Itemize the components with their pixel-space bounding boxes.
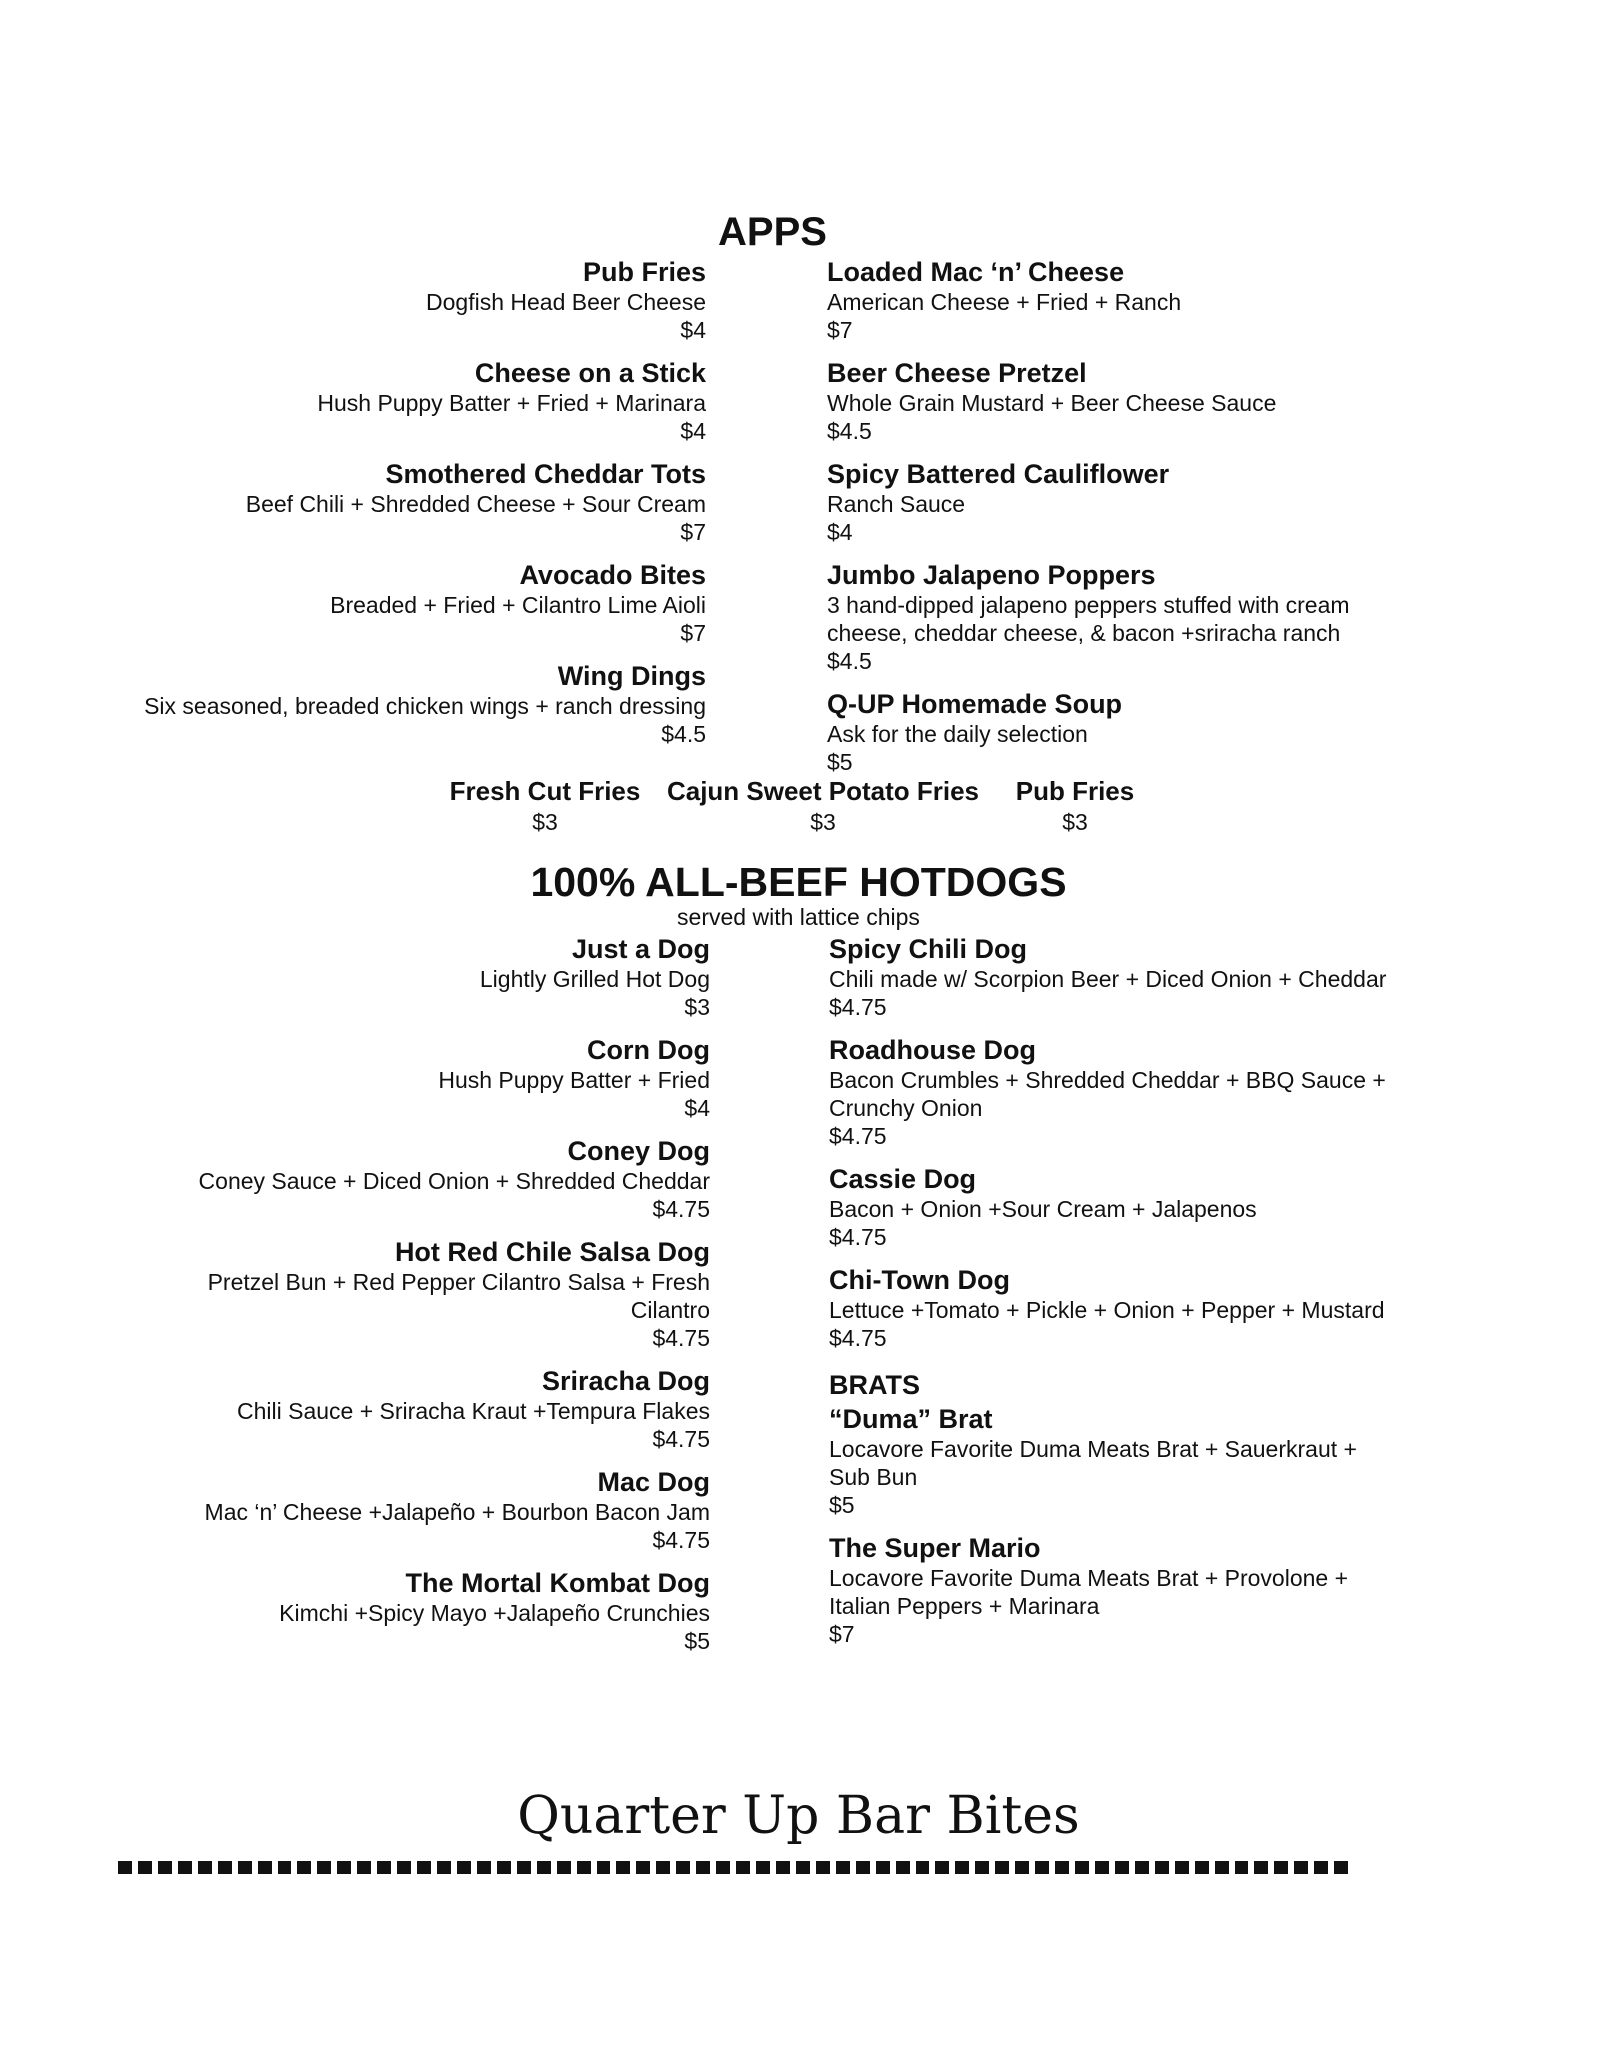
item-price: $7 bbox=[680, 519, 706, 545]
divider-square bbox=[158, 1861, 172, 1874]
menu-item bbox=[829, 1403, 1389, 1519]
menu-item bbox=[150, 1135, 710, 1223]
divider-square bbox=[118, 1861, 132, 1874]
menu-title: Quarter Up Bar Bites bbox=[517, 1786, 1080, 1846]
divider-square bbox=[238, 1861, 252, 1874]
side-name: Fresh Cut Fries bbox=[449, 776, 641, 806]
divider-square bbox=[1215, 1861, 1229, 1874]
item-name: Spicy Battered Cauliflower bbox=[827, 459, 1170, 489]
divider-square bbox=[597, 1861, 611, 1874]
item-price: $4.75 bbox=[829, 994, 887, 1020]
item-price: $3 bbox=[684, 994, 710, 1020]
item-description: Whole Grain Mustard + Beer Cheese Sauce bbox=[827, 390, 1277, 416]
menu-item bbox=[110, 256, 706, 344]
menu-item bbox=[829, 1034, 1429, 1150]
side-price: $3 bbox=[532, 809, 558, 835]
divider-square bbox=[716, 1861, 730, 1874]
item-name: Corn Dog bbox=[587, 1035, 710, 1065]
divider-square bbox=[916, 1861, 930, 1874]
menu-item bbox=[110, 357, 706, 445]
divider-square bbox=[537, 1861, 551, 1874]
side-price: $3 bbox=[1062, 809, 1088, 835]
item-price: $7 bbox=[829, 1621, 855, 1647]
divider-square bbox=[278, 1861, 292, 1874]
divider-square bbox=[1314, 1861, 1328, 1874]
divider-square bbox=[457, 1861, 471, 1874]
menu-item bbox=[110, 660, 706, 748]
item-description: Lettuce +Tomato + Pickle + Onion + Pepper + Mustard bbox=[829, 1297, 1385, 1323]
item-name: Smothered Cheddar Tots bbox=[385, 459, 706, 489]
item-description: Six seasoned, breaded chicken wings + ranch dressing bbox=[144, 693, 706, 719]
divider-square bbox=[1175, 1861, 1189, 1874]
apps-right-column bbox=[827, 256, 1387, 789]
item-description: Hush Puppy Batter + Fried + Marinara bbox=[317, 390, 706, 416]
divider-square bbox=[1294, 1861, 1308, 1874]
item-name: Avocado Bites bbox=[519, 560, 706, 590]
divider-square bbox=[756, 1861, 770, 1874]
divider-square bbox=[138, 1861, 152, 1874]
divider-square bbox=[995, 1861, 1009, 1874]
item-description: Bacon + Onion +Sour Cream + Jalapenos bbox=[829, 1196, 1257, 1222]
item-name: The Super Mario bbox=[829, 1533, 1041, 1563]
hotdogs-right-column bbox=[829, 933, 1429, 1365]
divider-square bbox=[975, 1861, 989, 1874]
item-description: Beef Chili + Shredded Cheese + Sour Cream bbox=[245, 491, 706, 517]
menu-item bbox=[827, 688, 1387, 776]
item-description: Chili Sauce + Sriracha Kraut +Tempura Flakes bbox=[237, 1398, 710, 1424]
divider-square bbox=[1195, 1861, 1209, 1874]
item-name: “Duma” Brat bbox=[829, 1404, 993, 1434]
apps-heading: APPS bbox=[718, 210, 827, 254]
item-name: Beer Cheese Pretzel bbox=[827, 358, 1087, 388]
divider-square bbox=[856, 1861, 870, 1874]
item-price: $4.5 bbox=[827, 418, 872, 444]
item-price: $4 bbox=[684, 1095, 710, 1121]
menu-item bbox=[829, 933, 1429, 1021]
item-name: Chi-Town Dog bbox=[829, 1265, 1010, 1295]
divider-square bbox=[1155, 1861, 1169, 1874]
side-fresh-cut-fries bbox=[440, 775, 650, 845]
divider-square bbox=[377, 1861, 391, 1874]
item-name: Cassie Dog bbox=[829, 1164, 977, 1194]
divider-square bbox=[796, 1861, 810, 1874]
checkered-divider bbox=[118, 1861, 1348, 1874]
item-price: $5 bbox=[684, 1628, 710, 1654]
item-price: $4.75 bbox=[652, 1196, 710, 1222]
item-name: Jumbo Jalapeno Poppers bbox=[827, 560, 1156, 590]
item-description: Ask for the daily selection bbox=[827, 721, 1088, 747]
item-description: Coney Sauce + Diced Onion + Shredded Cheddar bbox=[198, 1168, 710, 1194]
item-description: American Cheese + Fried + Ranch bbox=[827, 289, 1182, 315]
menu-item bbox=[150, 933, 710, 1021]
side-pub-fries bbox=[1005, 775, 1145, 845]
item-price: $4 bbox=[827, 519, 853, 545]
divider-square bbox=[1274, 1861, 1288, 1874]
divider-square bbox=[1235, 1861, 1249, 1874]
item-price: $5 bbox=[827, 749, 853, 775]
divider-square bbox=[1015, 1861, 1029, 1874]
item-description: Dogfish Head Beer Cheese bbox=[426, 289, 706, 315]
side-name: Pub Fries bbox=[1015, 776, 1135, 806]
divider-square bbox=[417, 1861, 431, 1874]
item-name: The Mortal Kombat Dog bbox=[405, 1568, 710, 1598]
item-name: Q-UP Homemade Soup bbox=[827, 689, 1123, 719]
side-price: $3 bbox=[810, 809, 836, 835]
item-name: Sriracha Dog bbox=[541, 1366, 710, 1396]
item-description: Chili made w/ Scorpion Beer + Diced Onion + Cheddar bbox=[829, 966, 1387, 992]
menu-item bbox=[110, 458, 706, 546]
divider-square bbox=[517, 1861, 531, 1874]
divider-square bbox=[816, 1861, 830, 1874]
item-description: Bacon Crumbles + Shredded Cheddar + BBQ Sauce + Crunchy Onion bbox=[829, 1067, 1386, 1121]
divider-square bbox=[836, 1861, 850, 1874]
menu-item bbox=[829, 1264, 1429, 1352]
apps-left-column bbox=[110, 256, 706, 761]
divider-square bbox=[557, 1861, 571, 1874]
divider-square bbox=[1115, 1861, 1129, 1874]
menu-item bbox=[150, 1567, 710, 1655]
divider-square bbox=[676, 1861, 690, 1874]
item-description: Lightly Grilled Hot Dog bbox=[479, 966, 710, 992]
divider-square bbox=[178, 1861, 192, 1874]
divider-square bbox=[1035, 1861, 1049, 1874]
divider-square bbox=[776, 1861, 790, 1874]
hotdogs-heading: 100% ALL-BEEF HOTDOGS bbox=[530, 859, 1067, 905]
item-name: Mac Dog bbox=[597, 1467, 710, 1497]
divider-square bbox=[577, 1861, 591, 1874]
menu-item bbox=[110, 559, 706, 647]
item-price: $4.75 bbox=[652, 1325, 710, 1351]
divider-square bbox=[896, 1861, 910, 1874]
divider-square bbox=[656, 1861, 670, 1874]
menu-item bbox=[150, 1034, 710, 1122]
item-name: Hot Red Chile Salsa Dog bbox=[394, 1237, 710, 1267]
divider-square bbox=[616, 1861, 630, 1874]
menu-item bbox=[829, 1532, 1389, 1648]
divider-square bbox=[198, 1861, 212, 1874]
item-price: $7 bbox=[827, 317, 853, 343]
brats-heading: BRATS bbox=[829, 1370, 920, 1400]
hotdogs-left-column bbox=[150, 933, 710, 1668]
menu-item bbox=[829, 1163, 1429, 1251]
item-name: Cheese on a Stick bbox=[474, 358, 706, 388]
menu-item bbox=[827, 256, 1387, 344]
divider-square bbox=[696, 1861, 710, 1874]
item-name: Roadhouse Dog bbox=[829, 1035, 1036, 1065]
item-price: $4.75 bbox=[829, 1123, 887, 1149]
item-price: $4.5 bbox=[827, 648, 872, 674]
menu-item bbox=[150, 1466, 710, 1554]
divider-square bbox=[477, 1861, 491, 1874]
divider-square bbox=[337, 1861, 351, 1874]
item-name: Wing Dings bbox=[557, 661, 706, 691]
item-description: Mac ‘n’ Cheese +Jalapeño + Bourbon Bacon Jam bbox=[204, 1499, 710, 1525]
menu-item bbox=[150, 1365, 710, 1453]
item-price: $4 bbox=[680, 418, 706, 444]
divider-square bbox=[1095, 1861, 1109, 1874]
item-name: Loaded Mac ‘n’ Cheese bbox=[827, 257, 1125, 287]
divider-square bbox=[935, 1861, 949, 1874]
item-description: Kimchi +Spicy Mayo +Jalapeño Crunchies bbox=[279, 1600, 710, 1626]
divider-square bbox=[497, 1861, 511, 1874]
item-description: Locavore Favorite Duma Meats Brat + Provolone + Italian Peppers + Marinara bbox=[829, 1565, 1349, 1619]
divider-square bbox=[1075, 1861, 1089, 1874]
divider-square bbox=[1254, 1861, 1268, 1874]
side-cajun-sweet-potato-fries bbox=[663, 775, 983, 845]
divider-square bbox=[1334, 1861, 1348, 1874]
divider-square bbox=[297, 1861, 311, 1874]
divider-square bbox=[437, 1861, 451, 1874]
item-price: $5 bbox=[829, 1492, 855, 1518]
divider-square bbox=[258, 1861, 272, 1874]
divider-square bbox=[736, 1861, 750, 1874]
item-price: $4.75 bbox=[829, 1224, 887, 1250]
divider-square bbox=[1135, 1861, 1149, 1874]
menu-item bbox=[827, 559, 1387, 675]
divider-square bbox=[636, 1861, 650, 1874]
menu-item bbox=[827, 458, 1387, 546]
item-name: Coney Dog bbox=[567, 1136, 710, 1166]
item-price: $4.5 bbox=[661, 721, 706, 747]
menu-item bbox=[827, 357, 1387, 445]
item-price: $4.75 bbox=[652, 1426, 710, 1452]
divider-square bbox=[397, 1861, 411, 1874]
item-name: Just a Dog bbox=[571, 934, 710, 964]
divider-square bbox=[1055, 1861, 1069, 1874]
item-price: $7 bbox=[680, 620, 706, 646]
item-name: Pub Fries bbox=[582, 257, 706, 287]
item-description: 3 hand-dipped jalapeno peppers stuffed with cream cheese, cheddar cheese, & bacon +sriracha ranch bbox=[827, 592, 1350, 646]
item-name: Spicy Chili Dog bbox=[829, 934, 1028, 964]
divider-square bbox=[218, 1861, 232, 1874]
divider-square bbox=[876, 1861, 890, 1874]
item-description: Breaded + Fried + Cilantro Lime Aioli bbox=[330, 592, 706, 618]
hotdogs-subheading: served with lattice chips bbox=[677, 904, 920, 930]
item-description: Locavore Favorite Duma Meats Brat + Sauerkraut + Sub Bun bbox=[829, 1436, 1357, 1490]
item-description: Pretzel Bun + Red Pepper Cilantro Salsa + Fresh Cilantro bbox=[207, 1269, 710, 1323]
item-price: $4.75 bbox=[829, 1325, 887, 1351]
item-price: $4.75 bbox=[652, 1527, 710, 1553]
menu-item bbox=[150, 1236, 710, 1352]
item-price: $4 bbox=[680, 317, 706, 343]
item-description: Hush Puppy Batter + Fried bbox=[438, 1067, 710, 1093]
divider-square bbox=[955, 1861, 969, 1874]
side-name: Cajun Sweet Potato Fries bbox=[666, 776, 980, 806]
divider-square bbox=[317, 1861, 331, 1874]
brats-column bbox=[829, 1403, 1389, 1661]
divider-square bbox=[357, 1861, 371, 1874]
item-description: Ranch Sauce bbox=[827, 491, 966, 517]
